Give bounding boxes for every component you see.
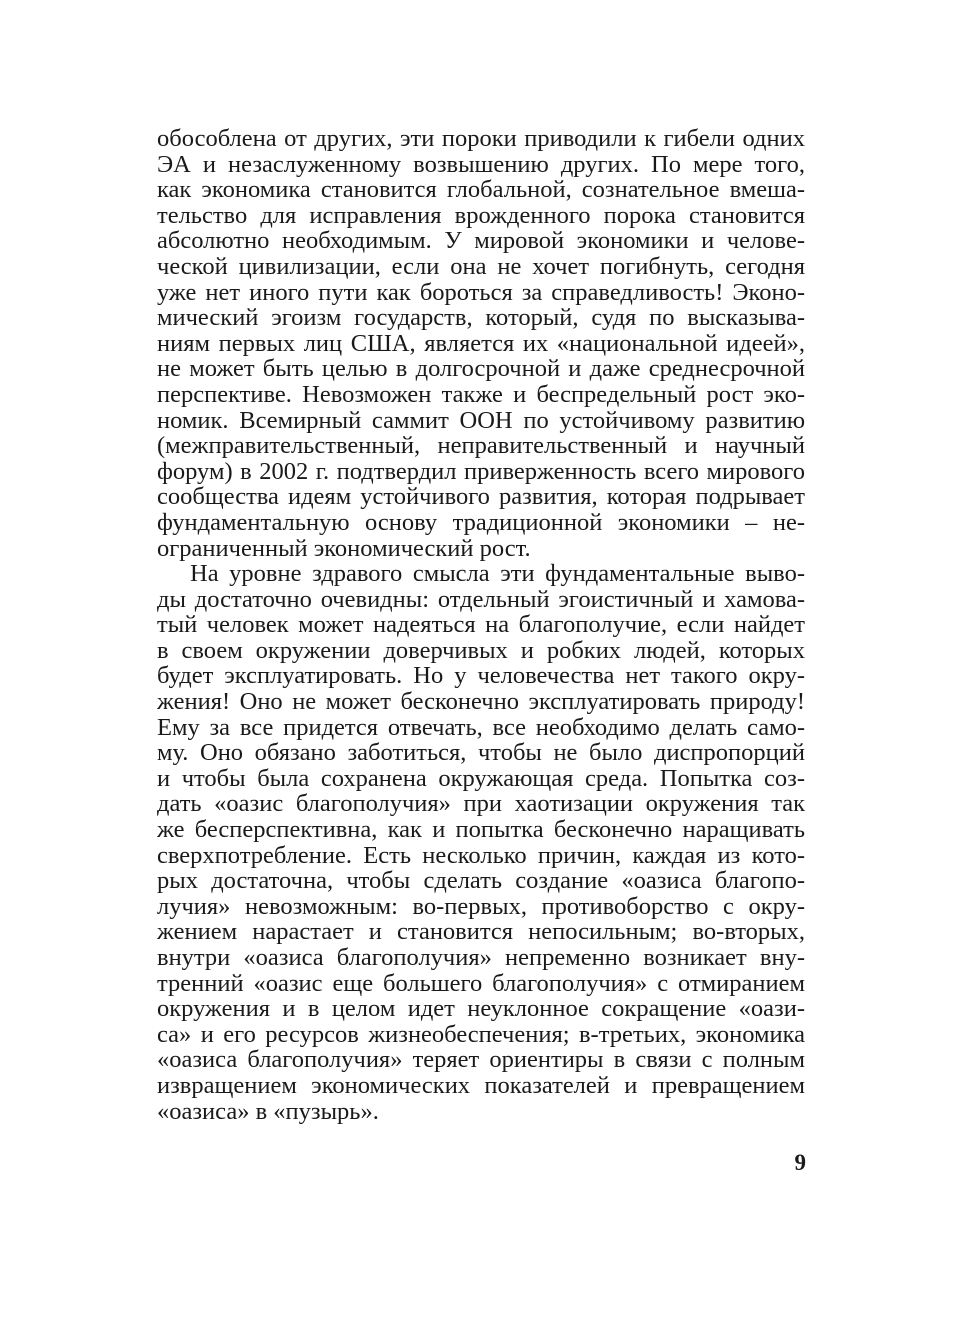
text-line: ческой цивилизации, если она не хочет погибнуть, сегодня	[157, 252, 805, 280]
text-line: тельство для исправления врожденного порока становится	[157, 201, 805, 229]
text-line: перспективе. Невозможен также и беспредельный рост эко-	[157, 380, 805, 408]
text-line: внутри «оазиса благополучия» непременно возникает вну-	[157, 944, 805, 971]
text-line: абсолютно необходимым. У мировой экономики и челове-	[157, 227, 805, 255]
text-line: лучия» невозможным: во-первых, противоборство с окру-	[157, 892, 805, 920]
text-line: дать «оазис благополучия» при хаотизации окружения так	[157, 790, 805, 818]
text-line: рых достаточна, чтобы сделать создание «оазиса благопо-	[157, 867, 805, 895]
text-line: ограниченный экономический рост.	[157, 534, 531, 562]
body-text	[157, 126, 805, 1124]
text-line: ЭА и незаслуженному возвышению других. По мере того,	[157, 150, 805, 178]
text-line: мический эгоизм государств, который, судя по высказыва-	[157, 304, 805, 332]
text-line: (межправительственный, неправительственный и научный	[157, 432, 805, 460]
text-line: На уровне здравого смысла эти фундаментальные выво-	[190, 560, 805, 588]
text-line: же бесперспективна, как и попытка бесконечно наращивать	[157, 816, 805, 844]
text-line: жения! Оно не может бесконечно эксплуатировать природу!	[157, 688, 805, 716]
text-line: и чтобы была сохранена окружающая среда. Попытка соз-	[157, 764, 805, 792]
text-line: как экономика становится глобальной, сознательное вмеша-	[157, 176, 805, 204]
text-line: са» и его ресурсов жизнеобеспечения; в-третьих, экономика	[157, 1020, 805, 1048]
text-line: уже нет иного пути как бороться за справедливость! Эконо-	[157, 278, 805, 306]
page-number: 9	[794, 1150, 806, 1175]
text-line: ды достаточно очевидны: отдельный эгоистичный и хамова-	[157, 585, 805, 613]
text-line: тый человек может надеяться на благополучие, если найдет	[157, 611, 805, 639]
text-line: «оазиса» в «пузырь».	[157, 1097, 379, 1125]
text-line: обособлена от других, эти пороки приводили к гибели одних	[157, 125, 805, 152]
text-line: сверхпотребление. Есть несколько причин, каждая из кото-	[157, 841, 805, 869]
text-line: форум) в 2002 г. подтвердил приверженность всего мирового	[157, 457, 805, 485]
text-line: Ему за все придется отвечать, все необходимо делать само-	[157, 713, 805, 741]
text-line: тренний «оазис еще большего благополучия» с отмиранием	[157, 969, 805, 997]
text-line: ниям первых лиц США, является их «национальной идеей»,	[157, 329, 805, 357]
paragraph-1	[157, 126, 805, 561]
text-line: будет эксплуатировать. Но у человечества нет такого окру-	[157, 662, 805, 690]
text-line: «оазиса благополучия» теряет ориентиры в связи с полным	[157, 1046, 805, 1074]
text-line: не может быть целью в долгосрочной и даже среднесрочной	[157, 355, 805, 383]
text-line: в своем окружении доверчивых и робких людей, которых	[157, 636, 805, 664]
text-line: номик. Всемирный саммит ООН по устойчивому развитию	[157, 406, 805, 434]
text-line: окружения и в целом идет неуклонное сокращение «оази-	[157, 995, 805, 1023]
text-line: жением нарастает и становится непосильным; во-вторых,	[157, 918, 805, 946]
text-line: извращением экономических показателей и превращением	[157, 1071, 805, 1099]
paragraph-2	[157, 561, 805, 1124]
text-line: сообщества идеям устойчивого развития, которая подрывает	[157, 483, 805, 511]
text-line: фундаментальную основу традиционной экономики – не-	[157, 508, 805, 536]
text-line: му. Оно обязано заботиться, чтобы не было диспропорций	[157, 739, 805, 767]
